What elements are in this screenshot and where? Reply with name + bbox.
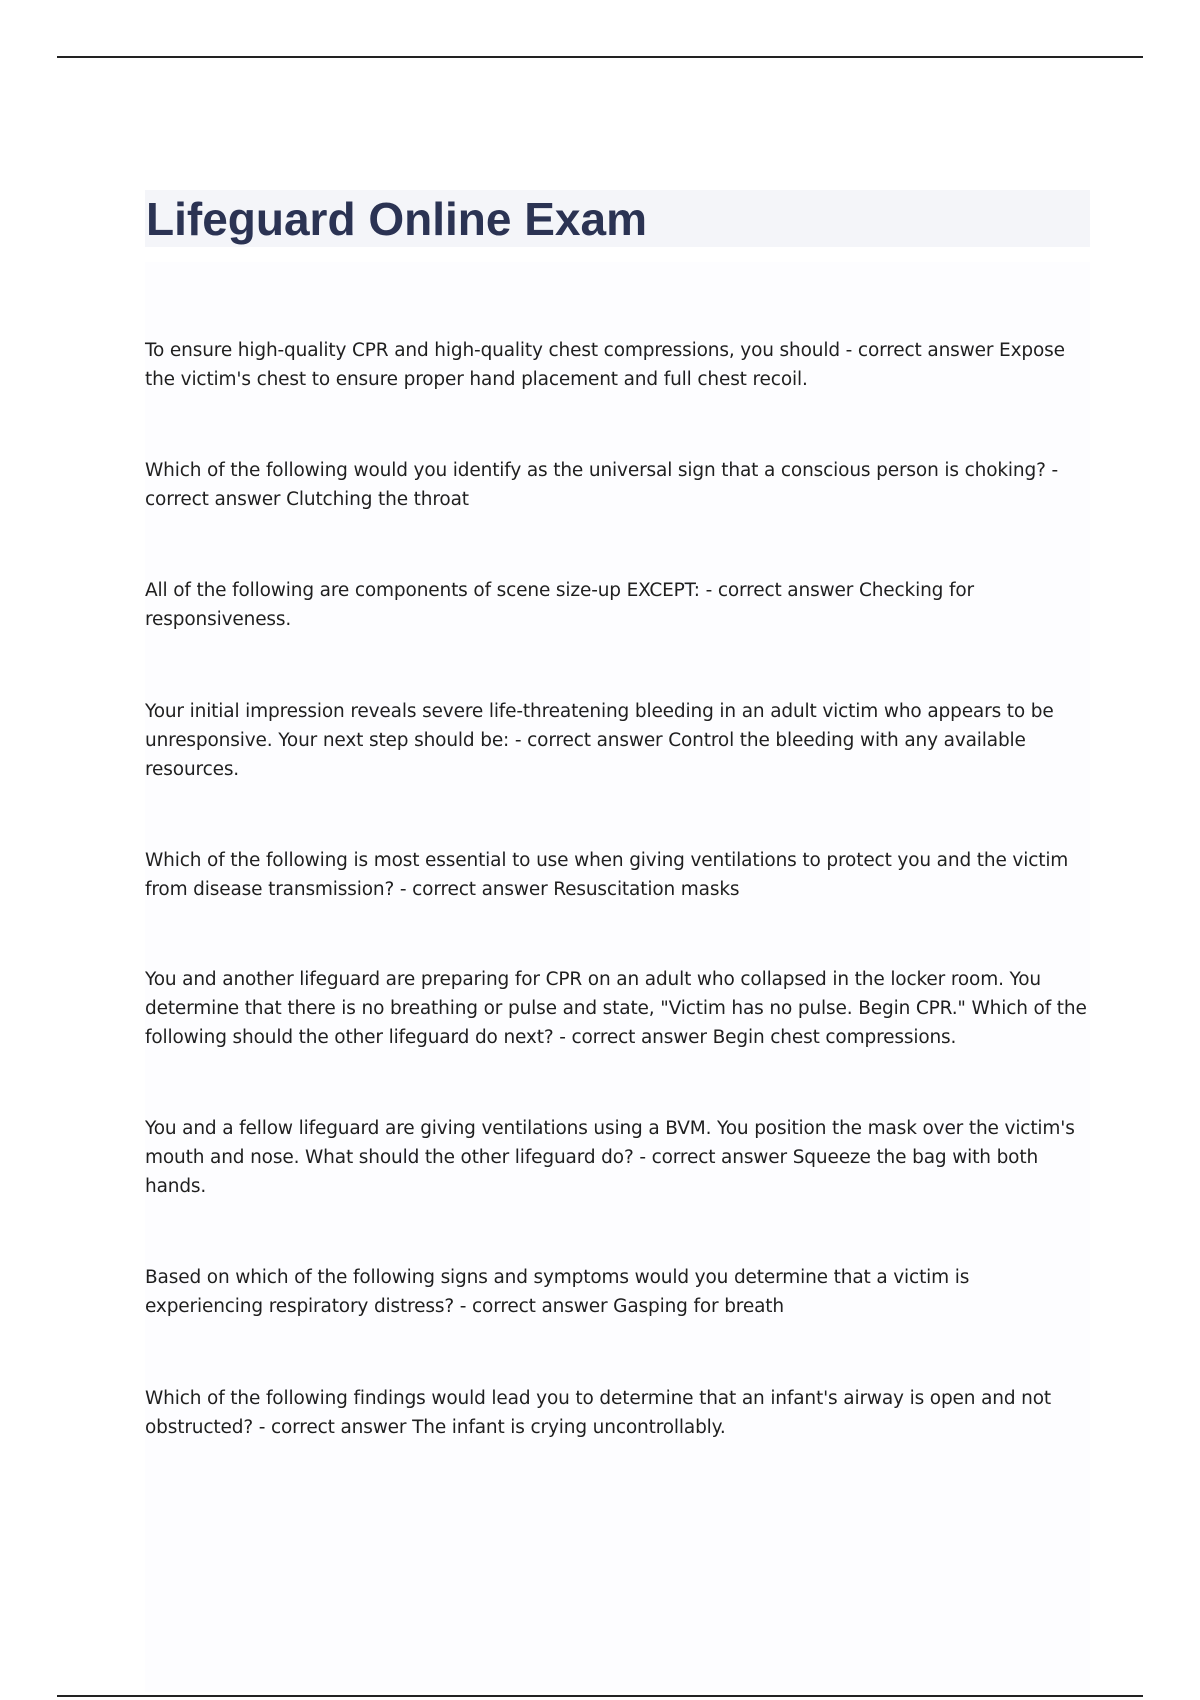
document-title: Lifeguard Online Exam — [146, 193, 647, 245]
qa-item-6: You and another lifeguard are preparing for CPR on an adult who collapsed in the locker room. You determine that there is no breathing or pulse and state, "Victim has no pulse. Begin CPR." Which of the following should the other lifeguard do next? - correct answer Begin chest compressions. — [145, 969, 1087, 1048]
top-divider — [57, 56, 1143, 58]
bottom-divider — [57, 1695, 1143, 1697]
qa-item-4: Your initial impression reveals severe life-threatening bleeding in an adult victim who appears to be unresponsive. Your next step should be: - correct answer Control the bleeding with any available resources. — [145, 701, 1054, 780]
qa-item-8: Based on which of the following signs and symptoms would you determine that a victim is experiencing respiratory distress? - correct answer Gasping for breath — [145, 1267, 970, 1317]
qa-item-7: You and a fellow lifeguard are giving ventilations using a BVM. You position the mask over the victim's mouth and nose. What should the other lifeguard do? - correct answer Squeeze the bag with both hands. — [145, 1118, 1075, 1197]
qa-item-9: Which of the following findings would lead you to determine that an infant's airway is open and not obstructed? - correct answer The infant is crying uncontrollably. — [145, 1388, 1052, 1438]
qa-item-3: All of the following are components of scene size-up EXCEPT: - correct answer Checking for responsiveness. — [145, 580, 974, 630]
qa-item-1: To ensure high-quality CPR and high-quality chest compressions, you should - correct answer Expose the victim's chest to ensure proper hand placement and full chest recoil. — [145, 340, 1065, 390]
qa-item-5: Which of the following is most essential to use when giving ventilations to protect you and the victim from disease transmission? - correct answer Resuscitation masks — [145, 850, 1069, 900]
qa-item-2: Which of the following would you identify as the universal sign that a conscious person is choking? - correct answer Clutching the throat — [145, 460, 1059, 510]
